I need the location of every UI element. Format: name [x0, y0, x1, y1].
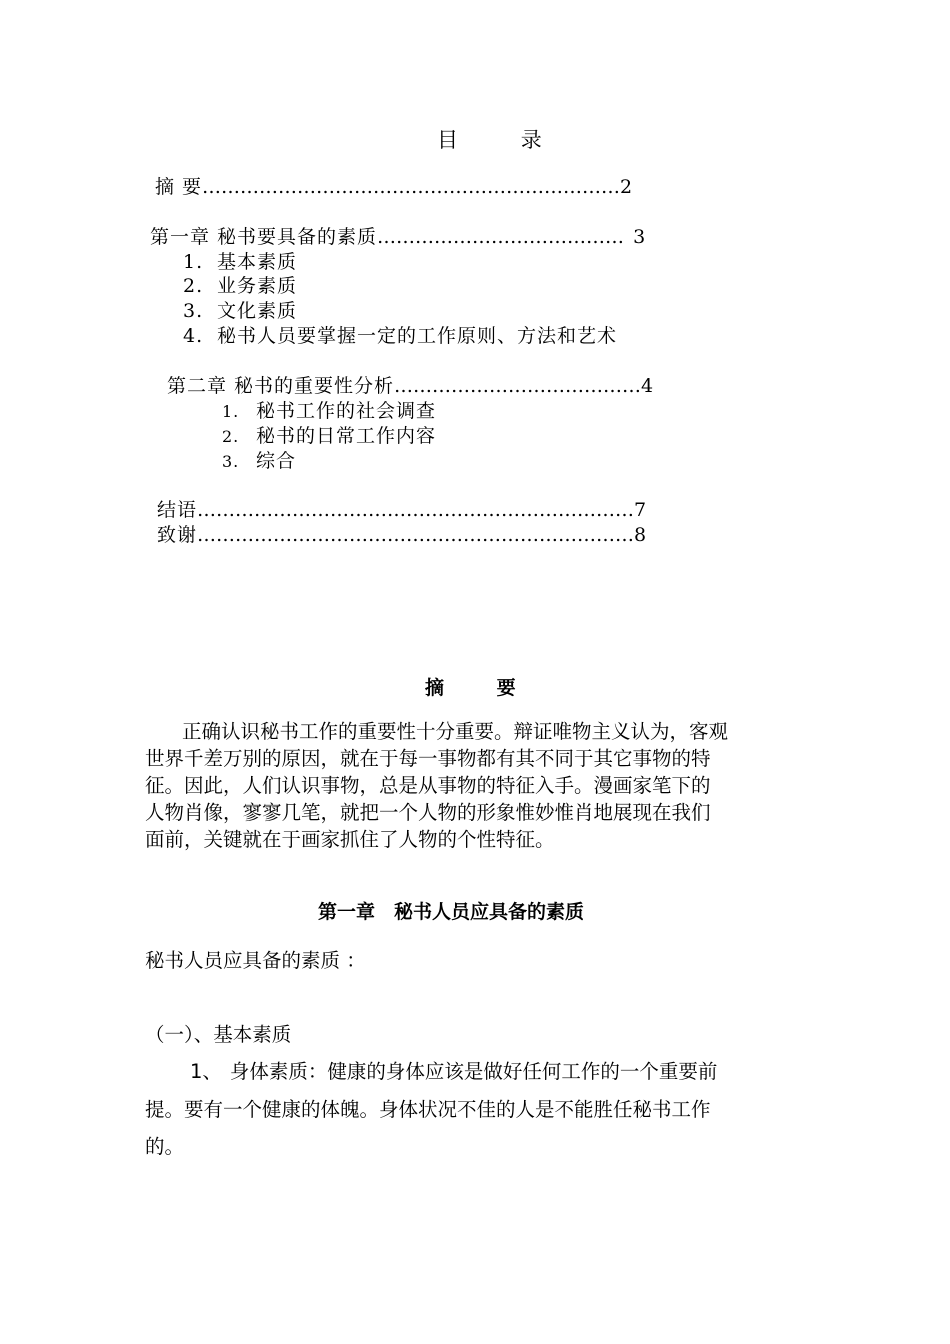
toc-subitem[interactable] [183, 324, 617, 348]
toc-title [437, 124, 542, 154]
toc-entry-label: 第二章 秘书的重要性分析 [167, 375, 395, 397]
chapter-1-intro: 秘书人员应具备的素质 ： [145, 949, 366, 972]
toc-subitem-label: 基本素质 [217, 251, 298, 273]
item-physical-quality-line [190, 1058, 717, 1085]
abstract-line: 正确认识秘书工作的重要性十分重要。辩证唯物主义认为，客观 [182, 720, 729, 743]
toc-subitem-label: 业务素质 [217, 275, 298, 297]
toc-subitem-label: 秘书工作的社会调查 [256, 400, 437, 422]
toc-leader-dots: …………………………………………………………… [197, 499, 635, 521]
toc-leader-dots: ………………………………………………………… [202, 176, 621, 198]
toc-subitem-number: 1. [222, 402, 240, 421]
toc-entry-abstract[interactable] [155, 175, 633, 199]
item-number: 1、 [190, 1060, 222, 1083]
toc-subitem[interactable] [222, 424, 436, 449]
toc-subitem[interactable] [183, 274, 297, 298]
toc-subitem-number: 1. [183, 251, 204, 273]
toc-title-char-1: 目 [437, 128, 458, 152]
toc-subitem[interactable] [222, 399, 436, 424]
toc-leader-dots: ………………………………… [377, 226, 625, 248]
toc-subitem[interactable] [183, 250, 297, 274]
toc-entry-label: 第一章 秘书要具备的素质 [150, 226, 378, 248]
section-heading-basic-quality: （一）、基本素质 [145, 1023, 292, 1046]
toc-subitem-number: 4. [183, 325, 204, 347]
abstract-line: 征。因此，人们认识事物，总是从事物的特征入手。漫画家笔下的 [145, 774, 711, 797]
item-text: 身体素质：健康的身体应该是做好任何工作的一个重要前 [229, 1060, 718, 1083]
item-physical-quality-line: 提。要有一个健康的体魄。身体状况不佳的人是不能胜任秘书工作 [145, 1098, 711, 1121]
abstract-line: 人物肖像，寥寥几笔，就把一个人物的形象惟妙惟肖地展现在我们 [145, 801, 711, 824]
toc-leader-dots: ………………………………… [394, 375, 642, 397]
toc-subitem-label: 文化素质 [217, 300, 298, 322]
toc-page-number: 8 [634, 524, 648, 546]
toc-subitem[interactable] [222, 449, 296, 474]
toc-entry-conclusion[interactable] [157, 498, 647, 522]
toc-page-number: 4 [641, 375, 655, 397]
toc-leader-dots: …………………………………………………………… [197, 524, 635, 546]
toc-subitem[interactable] [183, 299, 297, 323]
toc-page-number: 7 [634, 499, 648, 521]
toc-entry-label: 致谢 [157, 524, 198, 546]
toc-page-number: 2 [620, 176, 634, 198]
toc-subitem-label: 综合 [256, 450, 297, 472]
abstract-line: 世界千差万别的原因，就在于每一事物都有其不同于其它事物的特 [145, 747, 711, 770]
item-physical-quality-line: 的。 [145, 1135, 185, 1158]
abstract-heading-char-1: 摘 [425, 677, 445, 699]
abstract-heading-char-2: 要 [496, 677, 516, 699]
toc-entry-chapter-1[interactable] [150, 225, 646, 249]
toc-subitem-number: 3. [183, 300, 204, 322]
toc-entry-acknowledgements[interactable] [157, 523, 647, 547]
toc-page-number: 3 [633, 226, 647, 248]
toc-subitem-number: 2. [222, 427, 240, 446]
abstract-line: 面前，关键就在于画家抓住了人物的个性特征。 [145, 828, 555, 851]
toc-subitem-label: 秘书人员要掌握一定的工作原则、方法和艺术 [217, 325, 618, 347]
toc-subitem-number: 3. [222, 452, 240, 471]
toc-subitem-label: 秘书的日常工作内容 [256, 425, 437, 447]
abstract-heading [425, 673, 516, 700]
toc-subitem-number: 2. [183, 275, 204, 297]
toc-entry-label: 摘 要 [155, 176, 203, 198]
chapter-1-heading: 第一章 秘书人员应具备的素质 [318, 901, 585, 923]
toc-entry-chapter-2[interactable] [167, 374, 654, 398]
toc-entry-label: 结语 [157, 499, 198, 521]
toc-title-char-2: 录 [520, 128, 542, 152]
